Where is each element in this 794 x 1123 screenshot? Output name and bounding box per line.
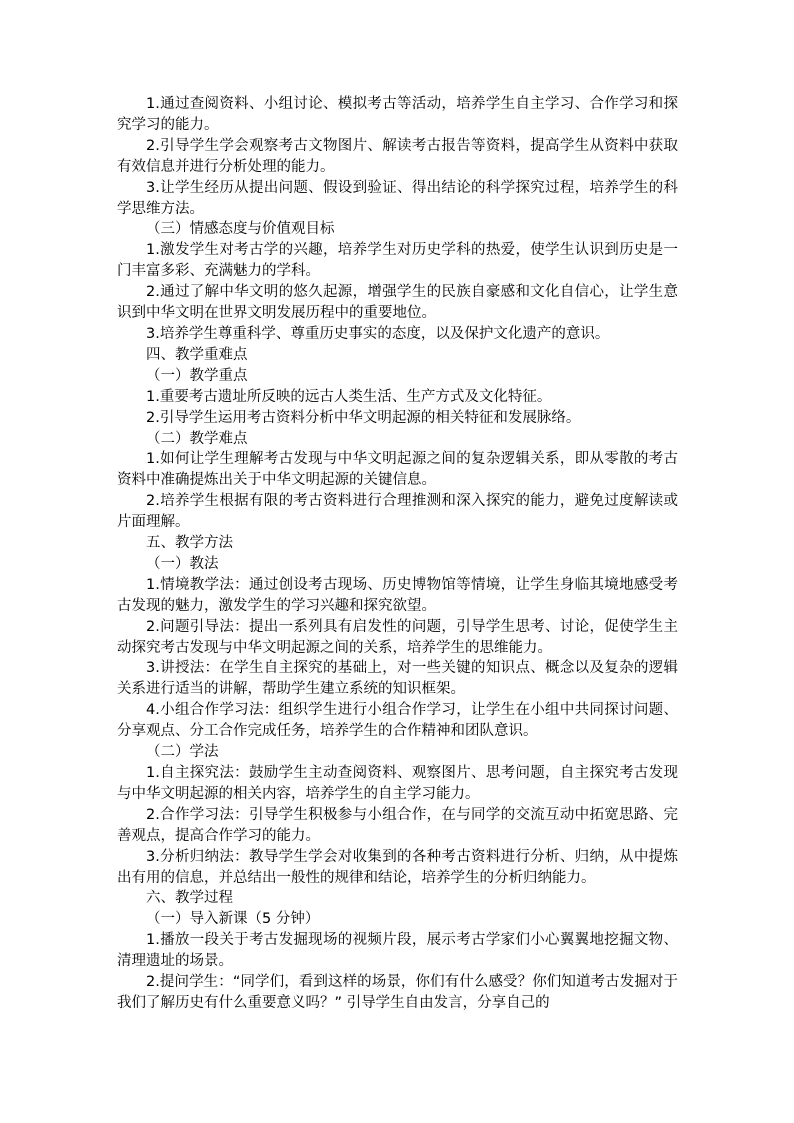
section-heading: 六、教学过程 [146,890,233,907]
document-body [117,94,678,1014]
section-heading: 五、教学方法 [146,535,233,552]
paragraph: 2.合作学习法：引导学生积极参与小组合作，在与同学的交流互动中拓宽思路、完善观点，提高合作学习的能力。 [117,806,678,844]
paragraph: 4.小组合作学习法：组织学生进行小组合作学习，让学生在小组中共同探讨问题、分享观点、分工合作完成任务，培养学生的合作精神和团队意识。 [117,702,678,740]
paragraph: 1.如何让学生理解考古发现与中华文明起源之间的复杂逻辑关系，即从零散的考古资料中准确提炼出关于中华文明起源的关键信息。 [117,451,678,489]
paragraph: 2.问题引导法：提出一系列具有启发性的问题，引导学生思考、讨论，促使学生主动探究考古发现与中华文明起源之间的关系，培养学生的思维能力。 [117,618,678,656]
paragraph: 3.讲授法：在学生自主探究的基础上，对一些关键的知识点、概念以及复杂的逻辑关系进行适当的讲解，帮助学生建立系统的知识框架。 [117,660,678,698]
section-heading: （二）学法 [146,744,219,761]
paragraph: 1.播放一段关于考古发掘现场的视频片段，展示考古学家们小心翼翼地挖掘文物、清理遗址的场景。 [117,932,678,970]
section-heading: （一）教学重点 [146,367,248,384]
paragraph: 2.提问学生：“同学们，看到这样的场景，你们有什么感受？你们知道考古发掘对于我们了解历史有什么重要意义吗？” 引导学生自由发言，分享自己的 [117,974,678,1011]
section-heading: （三）情感态度与价值观目标 [146,221,335,238]
section-heading: （一）导入新课（5 分钟） [146,911,320,928]
paragraph: 3.培养学生尊重科学、尊重历史事实的态度，以及保护文化遗产的意识。 [146,325,610,342]
section-heading: （二）教学难点 [146,430,248,447]
paragraph: 1.通过查阅资料、小组讨论、模拟考古等活动，培养学生自主学习、合作学习和探究学习的能力。 [117,96,678,133]
paragraph: 1.自主探究法：鼓励学生主动查阅资料、观察图片、思考问题，自主探究考古发现与中华文明起源的相关内容，培养学生的自主学习能力。 [117,765,678,802]
paragraph: 2.引导学生学会观察考古文物图片、解读考古报告等资料，提高学生从资料中获取有效信息并进行分析处理的能力。 [117,137,678,175]
section-heading: （一）教法 [146,555,219,572]
paragraph: 1.重要考古遗址所反映的远古人类生活、生产方式及文化特征。 [146,388,552,405]
paragraph: 2.培养学生根据有限的考古资料进行合理推测和深入探究的能力，避免过度解读或片面理解。 [117,493,678,531]
paragraph: 1.情境教学法：通过创设考古现场、历史博物馆等情境，让学生身临其境地感受考古发现的魅力，激发学生的学习兴趣和探究欲望。 [117,576,678,614]
section-heading: 四、教学重难点 [146,346,248,363]
paragraph: 2.通过了解中华文明的悠久起源，增强学生的民族自豪感和文化自信心，让学生意识到中华文明在世界文明发展历程中的重要地位。 [117,284,678,322]
paragraph: 1.激发学生对考古学的兴趣，培养学生对历史学科的热爱，使学生认识到历史是一门丰富多彩、充满魅力的学科。 [117,242,678,280]
paragraph: 3.让学生经历从提出问题、假设到验证、得出结论的科学探究过程，培养学生的科学思维方法。 [117,179,678,217]
paragraph: 2.引导学生运用考古资料分析中华文明起源的相关特征和发展脉络。 [146,409,581,426]
paragraph: 3.分析归纳法：教导学生学会对收集到的各种考古资料进行分析、归纳，从中提炼出有用的信息，并总结出一般性的规律和结论，培养学生的分析归纳能力。 [117,848,678,886]
